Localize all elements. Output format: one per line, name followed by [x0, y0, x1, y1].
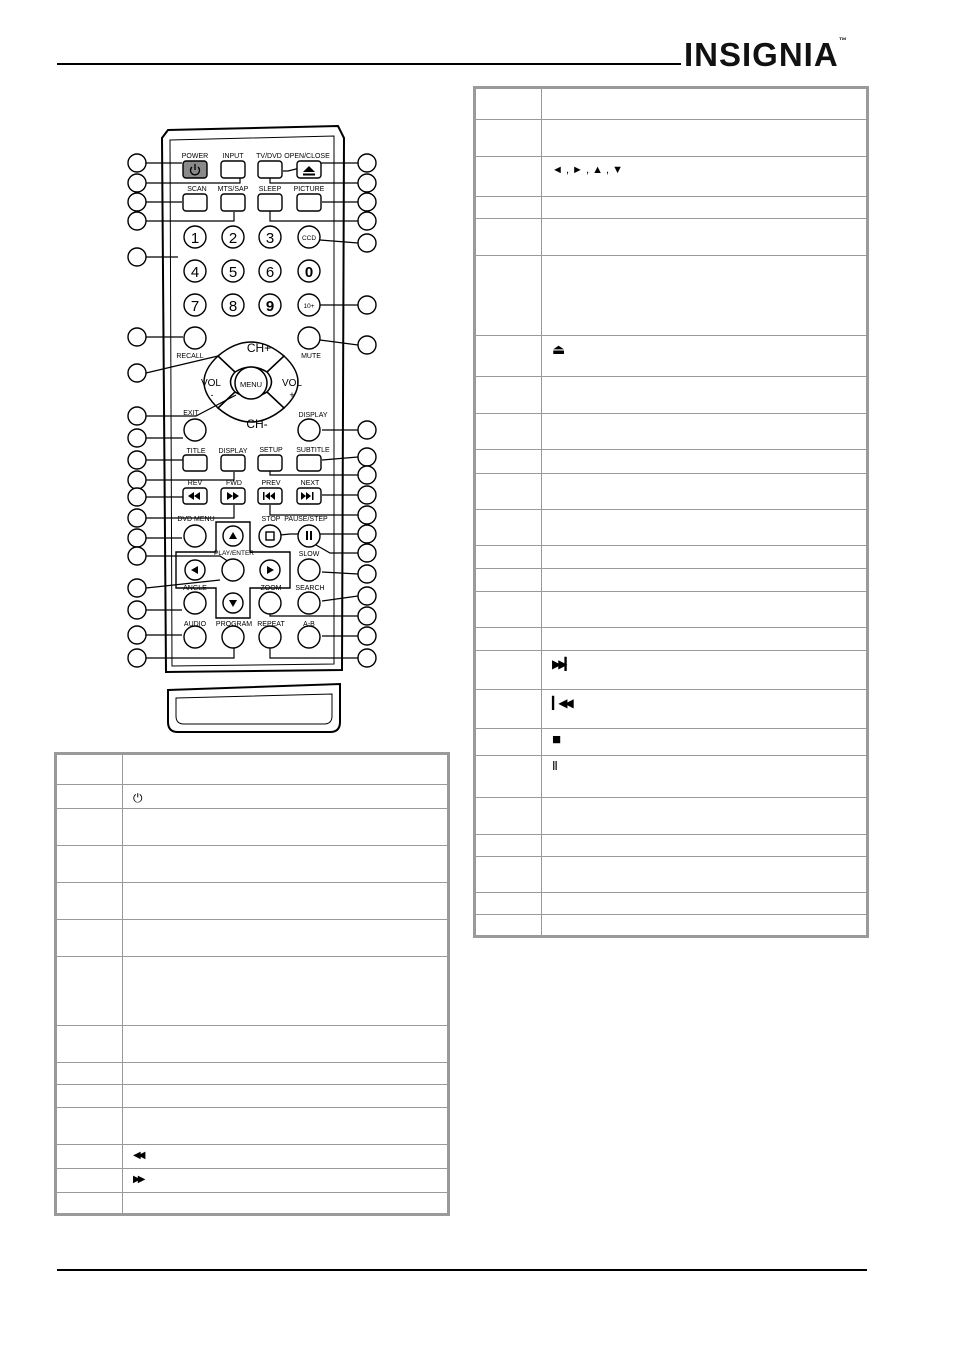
- label-prev: PREV: [261, 480, 281, 487]
- digit-2: 2: [228, 230, 238, 247]
- header-rule: [57, 63, 681, 65]
- left-button-table: [54, 752, 450, 1216]
- previous-track-icon: ▎◀◀: [552, 696, 571, 710]
- digit-1: 1: [190, 230, 200, 247]
- label-display-2: DISPLAY: [218, 448, 248, 455]
- label-tvdvd: TV/DVD: [256, 153, 282, 160]
- digit-3: 3: [265, 230, 275, 247]
- label-display-1: DISPLAY: [298, 412, 328, 419]
- label-setup: SETUP: [259, 447, 283, 454]
- label-vol-left: VOL: [200, 378, 222, 389]
- label-exit: EXIT: [183, 410, 199, 417]
- brand-logo: INSIGNIA™: [684, 36, 847, 73]
- label-openclose: OPEN/CLOSE: [284, 153, 330, 160]
- label-input: INPUT: [222, 153, 244, 160]
- label-zoom: ZOOM: [260, 585, 282, 592]
- next-track-icon: ▶▶▎: [552, 657, 571, 671]
- label-rev: REV: [187, 480, 203, 487]
- digit-5: 5: [228, 264, 238, 281]
- fast-forward-icon: ▶▶: [133, 1174, 143, 1185]
- digit-0: 0: [304, 264, 314, 281]
- label-recall: RECALL: [176, 353, 204, 360]
- label-10plus: 10+: [303, 303, 315, 310]
- label-ab: A-B: [303, 621, 315, 628]
- rewind-icon: ◀◀: [133, 1150, 143, 1161]
- label-vol-plus: +: [289, 390, 295, 400]
- label-mute: MUTE: [301, 353, 321, 360]
- digit-9: 9: [265, 298, 275, 315]
- label-ccd: CCD: [301, 235, 317, 242]
- label-next: NEXT: [300, 480, 320, 487]
- remote-control-diagram: [118, 120, 388, 740]
- label-audio: AUDIO: [183, 621, 207, 628]
- label-mtssap: MTS/SAP: [217, 186, 249, 193]
- digit-8: 8: [228, 298, 238, 315]
- digit-7: 7: [190, 298, 200, 315]
- label-scan: SCAN: [187, 186, 207, 193]
- label-repeat: REPEAT: [257, 621, 285, 628]
- label-power: POWER: [181, 153, 209, 160]
- label-vol-minus: -: [210, 390, 214, 400]
- label-fwd: FWD: [226, 480, 242, 487]
- label-search: SEARCH: [295, 585, 325, 592]
- label-subtitle: SUBTITLE: [296, 447, 330, 454]
- label-slow: SLOW: [298, 551, 320, 558]
- label-stop: STOP: [261, 516, 281, 523]
- pause-icon: Ⅱ: [552, 759, 558, 773]
- label-picture: PICTURE: [293, 186, 325, 193]
- label-title: TITLE: [186, 448, 206, 455]
- label-program: PROGRAM: [215, 621, 253, 628]
- digit-6: 6: [265, 264, 275, 281]
- label-vol-right: VOL: [281, 378, 303, 389]
- cell: [123, 754, 449, 785]
- footer-rule: [57, 1269, 867, 1271]
- eject-icon: ⏏: [552, 341, 566, 357]
- label-ch-up: CH+: [246, 341, 272, 355]
- label-sleep: SLEEP: [258, 186, 282, 193]
- label-play-enter: PLAY/ENTER: [214, 550, 254, 557]
- arrow-keys-icon: ◄ , ► , ▲ , ▼: [552, 164, 624, 176]
- digit-4: 4: [190, 264, 200, 281]
- label-menu: MENU: [239, 380, 263, 389]
- stop-icon: ■: [552, 731, 562, 748]
- label-pause-step: PAUSE/STEP: [284, 516, 328, 523]
- power-icon: ⏻: [133, 791, 143, 805]
- label-dvd-menu: DVD MENU: [177, 516, 215, 523]
- right-button-table: [473, 86, 869, 938]
- label-ch-down: CH-: [246, 417, 268, 431]
- label-angle: ANGLE: [183, 585, 207, 592]
- cell: [56, 754, 123, 785]
